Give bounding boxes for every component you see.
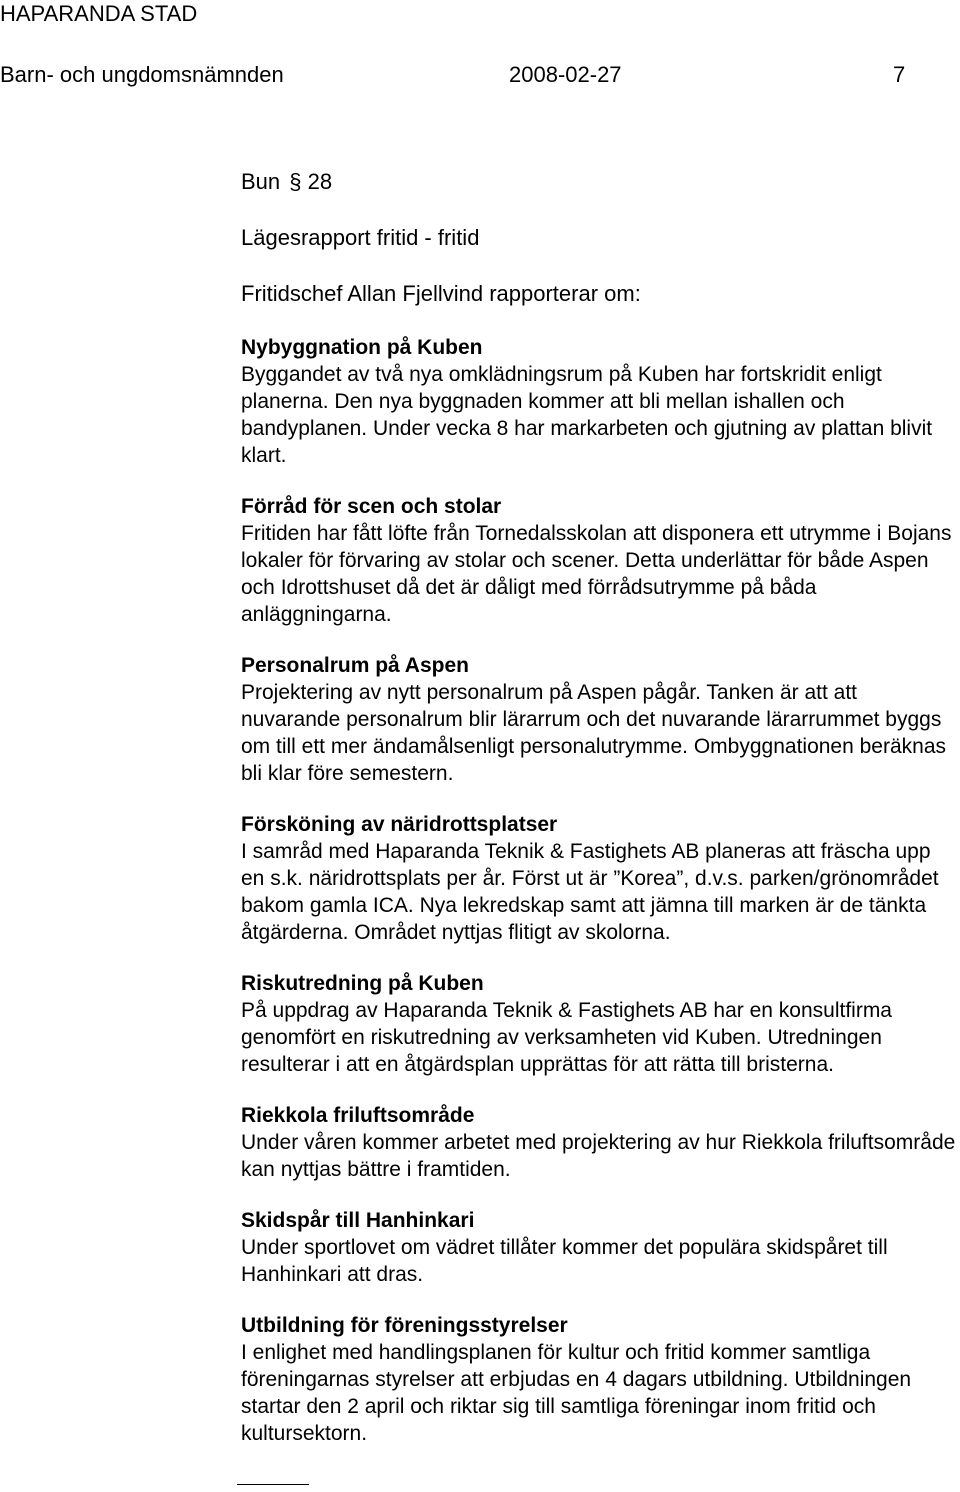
section-body: Byggandet av två nya omklädningsrum på Kuben har fortskridit enligt planerna. Den nya byggnaden kommer att bli mellan ishallen och bandyplanen. Under vecka 8 har markarbeten och gjutning av plattan blivit klart. xyxy=(241,363,933,467)
paragraph-symbol: § xyxy=(289,169,302,194)
section-body: På uppdrag av Haparanda Teknik & Fastighets AB har en konsultfirma genomfört en riskutredning av verksamheten vid Kuben. Utredningen resulterar i att en åtgärdsplan upprättas för att rätta till bristerna. xyxy=(241,999,892,1076)
meeting-date: 2008-02-27 xyxy=(509,62,622,87)
page-number: 7 xyxy=(893,62,906,87)
section-heading: Personalrum på Aspen xyxy=(241,654,469,677)
section-heading: Riskutredning på Kuben xyxy=(241,972,484,995)
section-heading: Riekkola friluftsområde xyxy=(241,1104,475,1127)
section-body: Fritiden har fått löfte från Tornedalsskolan att disponera ett utrymme i Bojans lokaler för förvaring av stolar och scener. Detta underlättar för både Aspen och Idrottshuset då det är dåligt med förrådsutrymme på båda anläggningarna. xyxy=(241,522,952,626)
section-heading: Förråd för scen och stolar xyxy=(241,495,502,518)
section-heading: Utbildning för föreningsstyrelser xyxy=(241,1314,568,1337)
section-heading: Nybyggnation på Kuben xyxy=(241,336,483,359)
section-riekkola xyxy=(241,1102,956,1183)
reporter-line: Fritidschef Allan Fjellvind rapporterar om: xyxy=(241,281,641,306)
section-skidspar xyxy=(241,1207,956,1288)
section-utbildning xyxy=(241,1312,956,1447)
section-body: Under sportlovet om vädret tillåter kommer det populära skidspåret till Hanhinkari att dras. xyxy=(241,1236,888,1286)
section-body: I enlighet med handlingsplanen för kultur och fritid kommer samtliga föreningarnas styrelser att erbjudas en 4 dagars utbildning. Utbildningen startar den 2 april och riktar sig till samtliga föreningar inom fritid och kultursektorn. xyxy=(241,1341,912,1445)
section-riskutredning xyxy=(241,970,956,1078)
signature-line xyxy=(237,1484,309,1485)
case-label: Bun xyxy=(241,169,281,194)
document-header xyxy=(0,60,960,90)
section-nybyggnation xyxy=(241,334,956,469)
document-title: Lägesrapport fritid - fritid xyxy=(241,225,480,250)
section-personalrum xyxy=(241,652,956,787)
section-heading: Skidspår till Hanhinkari xyxy=(241,1209,475,1232)
section-body: I samråd med Haparanda Teknik & Fastighets AB planeras att fräscha upp en s.k. näridrottsplats per år. Först ut är ”Korea”, d.v.s. parken/grönområdet bakom gamla ICA. Nya lekredskap samt att jämna till marken är de tänkta åtgärderna. Området nyttjas flitigt av skolorna. xyxy=(241,840,939,944)
document-body xyxy=(241,166,956,1471)
section-forskoning xyxy=(241,811,956,946)
section-forrad xyxy=(241,493,956,628)
section-body: Projektering av nytt personalrum på Aspen pågår. Tanken är att att nuvarande personalrum blir lärarrum och det nuvarande lärarrummet byggs om till ett mer ändamålsenligt personalutrymme. Ombyggnationen beräknas bli klar före semestern. xyxy=(241,681,947,785)
section-body: Under våren kommer arbetet med projektering av hur Riekkola friluftsområde kan nyttjas bättre i framtiden. xyxy=(241,1131,956,1181)
section-heading: Försköning av näridrottsplatser xyxy=(241,813,558,836)
organization-name: HAPARANDA STAD xyxy=(0,1,198,26)
case-reference xyxy=(241,166,956,198)
committee-name: Barn- och ungdomsnämnden xyxy=(0,62,284,87)
case-number: 28 xyxy=(307,169,333,194)
